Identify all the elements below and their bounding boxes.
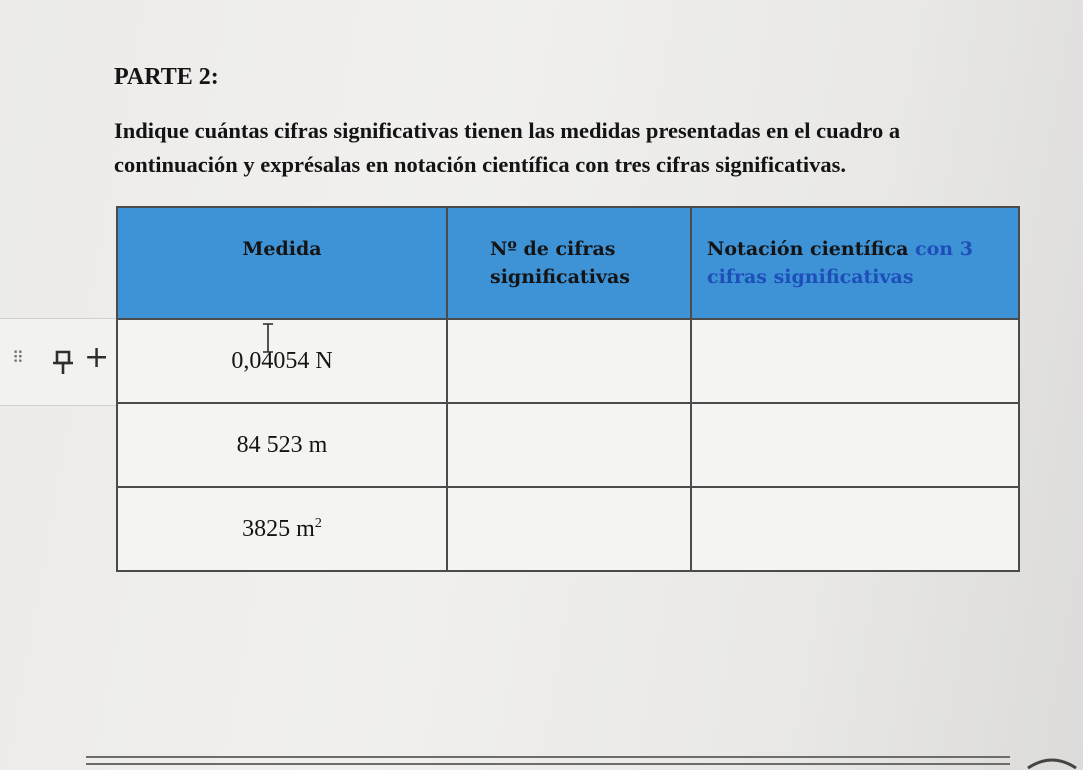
header-notacion bbox=[691, 207, 1019, 319]
bottom-divider bbox=[86, 756, 1010, 758]
text-cursor-icon bbox=[260, 322, 276, 354]
pin-icon[interactable] bbox=[50, 349, 76, 375]
measure-value: 3825 m bbox=[242, 515, 315, 542]
row-controls bbox=[0, 318, 116, 406]
header-num-line1: Nº de cifras bbox=[490, 238, 616, 260]
drag-handle-icon[interactable]: ⠿ bbox=[12, 348, 24, 367]
sig-figs-cell[interactable] bbox=[447, 403, 691, 487]
header-notacion-accent: con 3 bbox=[915, 238, 973, 260]
corner-arc-mark bbox=[1026, 752, 1078, 770]
header-medida-label: Medida bbox=[242, 238, 322, 260]
add-row-icon[interactable]: + bbox=[84, 340, 110, 375]
notation-cell[interactable] bbox=[691, 319, 1019, 403]
measure-cell[interactable] bbox=[117, 487, 447, 571]
measure-value: 84 523 m bbox=[236, 431, 328, 458]
notation-cell[interactable] bbox=[691, 403, 1019, 487]
measure-value: 0,04054 N bbox=[231, 347, 333, 374]
measure-cell[interactable] bbox=[117, 403, 447, 487]
instructions-text: Indique cuántas cifras significativas tienen las medidas presentadas en el cuadro a continuación y exprésalas en notación científica con tres cifras significativas. bbox=[114, 118, 901, 177]
sig-figs-cell[interactable] bbox=[447, 487, 691, 571]
unit-exponent: 2 bbox=[314, 515, 322, 531]
bottom-divider bbox=[86, 763, 1010, 765]
table-row bbox=[117, 487, 1019, 571]
measurements-table bbox=[116, 206, 1020, 572]
header-num-line2: significativas bbox=[490, 266, 630, 288]
header-num-cifras bbox=[447, 207, 691, 319]
notation-cell[interactable] bbox=[691, 487, 1019, 571]
table-row bbox=[117, 403, 1019, 487]
header-medida bbox=[117, 207, 447, 319]
table-header-row bbox=[117, 207, 1019, 319]
measure-cell[interactable] bbox=[117, 319, 447, 403]
header-notacion-line2: cifras significativas bbox=[707, 266, 914, 288]
table-row bbox=[117, 319, 1019, 403]
part-heading: PARTE 2: bbox=[114, 64, 219, 90]
sig-figs-cell[interactable] bbox=[447, 319, 691, 403]
header-notacion-main: Notación científica bbox=[707, 238, 909, 260]
